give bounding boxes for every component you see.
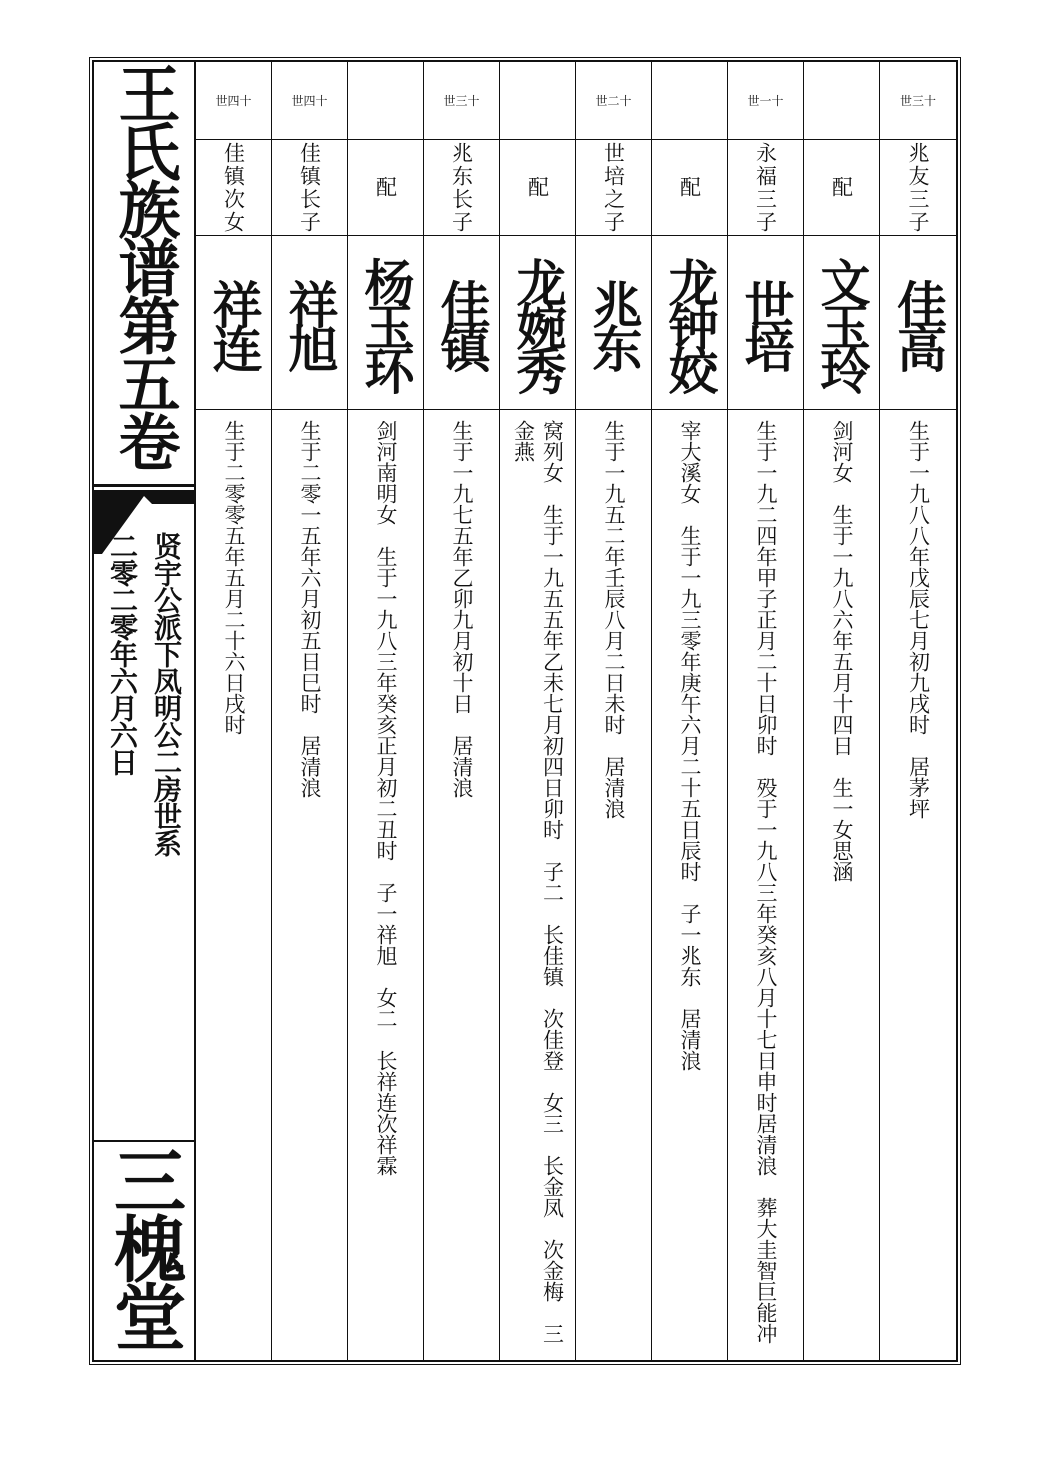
genealogy-columns — [196, 62, 956, 1360]
person-name: 佳高 — [889, 278, 948, 367]
generation-label — [652, 62, 727, 140]
relation-label: 配 — [677, 176, 702, 199]
person-bio: 剑河女 生于一九八六年五月十四日 生一女思涵 — [830, 420, 854, 882]
person-bio: 窝列女 生于一九五五年乙未七月初四日卯时 子二 长佳镇 次佳登 女三 长金凤 次金梅 三金燕 — [511, 420, 565, 1344]
generation-label: 世二十 — [576, 62, 651, 140]
generation-label — [804, 62, 879, 140]
person-name: 佳镇 — [432, 278, 492, 367]
person-name: 文玉玲 — [812, 256, 872, 389]
person-name: 龙婉秀 — [508, 256, 568, 389]
generation-label: 世三十 — [424, 62, 499, 140]
person-name: 世培 — [736, 278, 796, 367]
generation-label — [500, 62, 575, 140]
relation-label: 兆友三子 — [906, 141, 930, 234]
lineage-subtitle: 贤宇公派下凤明公二房世系 — [150, 532, 183, 856]
generation-label — [348, 62, 423, 140]
relation-label: 佳镇次女 — [221, 141, 246, 234]
person-bio: 生于二零零五年五月二十六日戌时 — [222, 420, 246, 735]
generation-label: 世四十 — [272, 62, 347, 140]
person-name: 祥连 — [204, 278, 264, 367]
entry-column — [424, 62, 500, 1360]
entry-column — [196, 62, 272, 1360]
entry-column — [880, 62, 956, 1360]
person-name: 杨玉环 — [356, 256, 416, 389]
entry-column — [500, 62, 576, 1360]
hall-name-block — [94, 1144, 194, 1358]
relation-label: 佳镇长子 — [297, 141, 322, 234]
generation-label: 世四十 — [196, 62, 271, 140]
relation-label: 配 — [525, 176, 550, 199]
generation-label: 世一十 — [728, 62, 803, 140]
entry-column — [652, 62, 728, 1360]
spine-divider-lower — [94, 1140, 194, 1142]
hall-name: 三槐堂 — [102, 1144, 187, 1348]
relation-label: 永福三子 — [753, 141, 778, 234]
relation-label: 配 — [373, 176, 398, 199]
entry-column — [272, 62, 348, 1360]
person-bio: 生于一九五二年壬辰八月二日未时 居清浪 — [602, 420, 626, 819]
person-name: 兆东 — [584, 278, 644, 367]
relation-label: 世培之子 — [601, 141, 626, 234]
relation-label: 兆东长子 — [449, 141, 474, 234]
book-spine — [94, 62, 196, 1360]
entry-column — [728, 62, 804, 1360]
person-bio: 宰大溪女 生于一九三零年庚午六月二十五日辰时 子一兆东 居清浪 — [678, 420, 702, 1071]
person-name: 祥旭 — [280, 278, 340, 367]
person-bio: 生于一九八八年戊辰七月初九戌时 居茅坪 — [906, 420, 931, 819]
spine-subtitle-block — [94, 532, 194, 1152]
generation-label: 世三十 — [880, 62, 956, 140]
entry-column — [348, 62, 424, 1360]
spine-divider — [94, 484, 194, 487]
person-bio: 剑河南明女 生于一九八三年癸亥正月初二丑时 子一祥旭 女二 长祥连次祥霖 — [374, 420, 398, 1176]
person-bio: 生于一九二四年甲子正月二十日卯时 殁于一九八三年癸亥八月十七日申时居清浪 葬大圭智巨能冲 — [754, 420, 778, 1344]
book-title-block — [94, 62, 194, 482]
book-title: 王氏族谱第五卷 — [108, 62, 181, 468]
relation-label: 配 — [829, 176, 854, 199]
person-bio: 生于一九七五年乙卯九月初十日 居清浪 — [450, 420, 474, 798]
entry-column — [804, 62, 880, 1360]
person-name: 龙钟姣 — [660, 256, 720, 389]
person-bio: 生于二零一五年六月初五日巳时 居清浪 — [298, 420, 322, 798]
entry-column — [576, 62, 652, 1360]
compile-date: 二零二零年六月六日 — [106, 532, 139, 775]
